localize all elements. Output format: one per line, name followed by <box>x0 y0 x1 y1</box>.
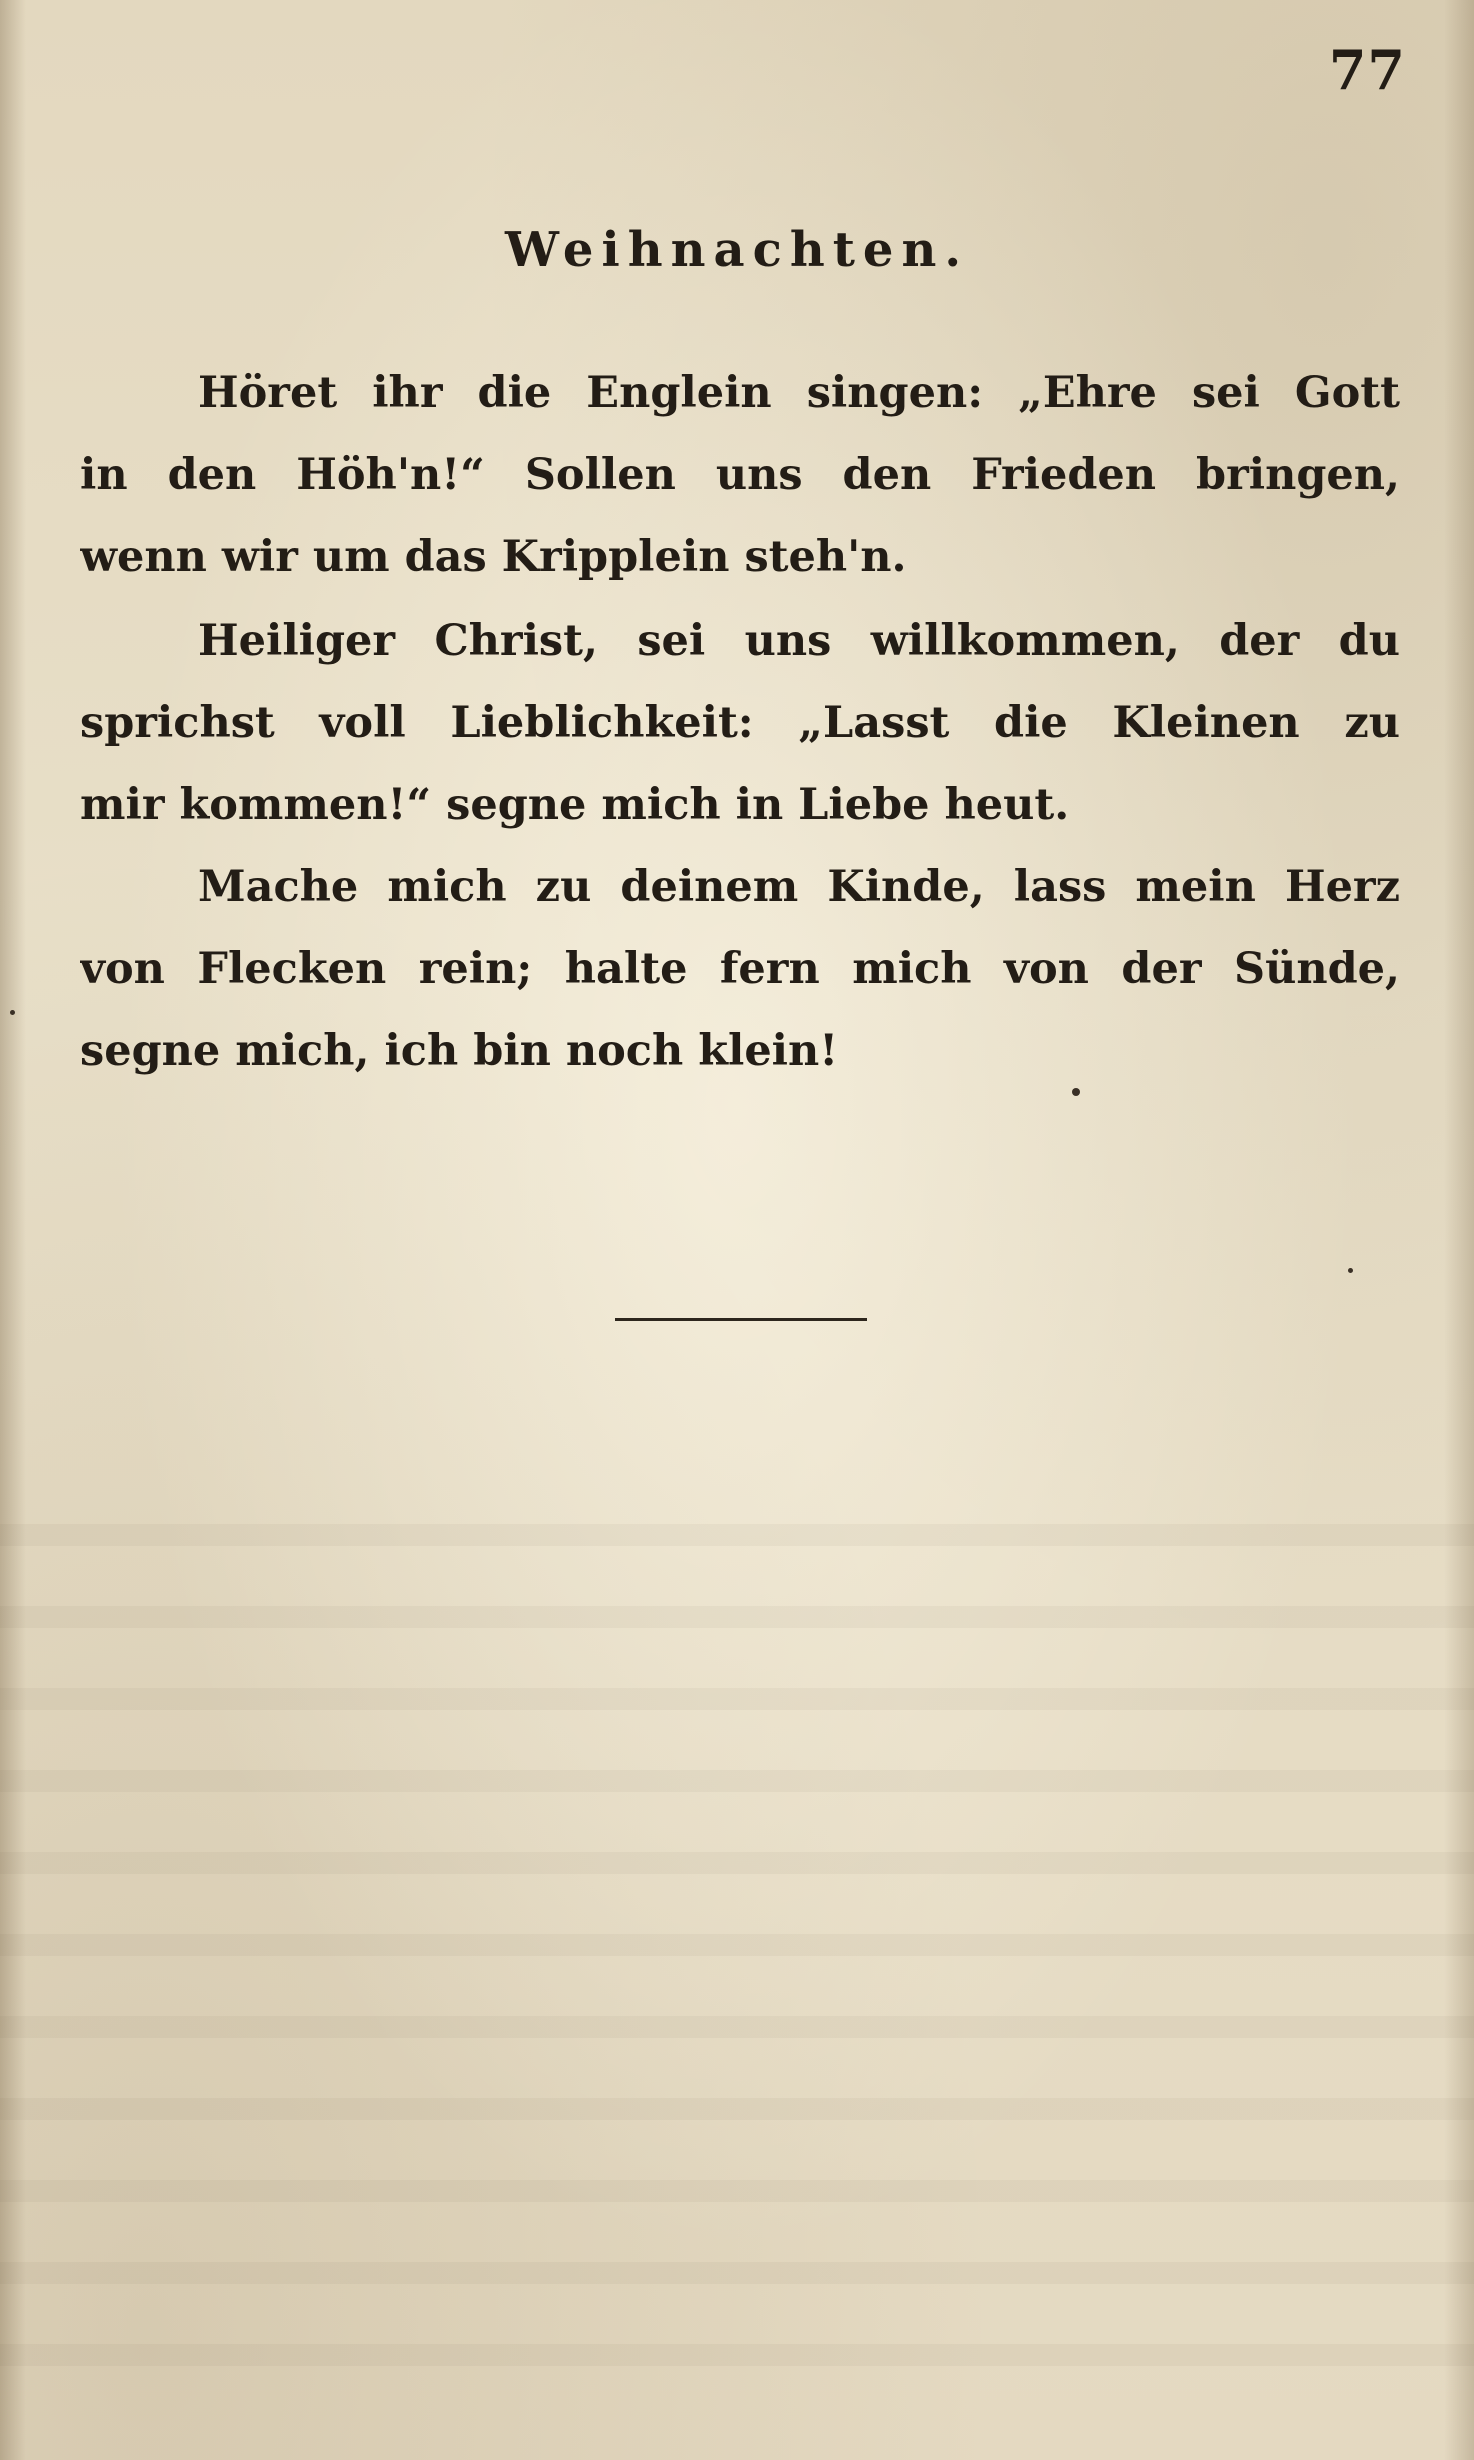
poem-title: Weihnachten. <box>504 222 970 278</box>
ink-speck <box>1348 1268 1353 1273</box>
ink-speck <box>10 1010 15 1015</box>
stanza-3 <box>80 846 1400 1092</box>
stanza-2 <box>80 600 1400 846</box>
stanza-line: sprichst voll Lieblichkeit: „Lasst die Kleinen zu <box>80 698 1400 748</box>
reverse-side-bleed-through <box>0 1480 1474 2380</box>
stanza-line: Heiliger Christ, sei uns willkommen, der du <box>198 616 1400 666</box>
stanza-1 <box>80 352 1400 598</box>
stanza-line: von Flecken rein; halte fern mich von der Sünde, <box>80 944 1400 994</box>
stanza-line: Mache mich zu deinem Kinde, lass mein Herz <box>198 862 1400 912</box>
page-number: 77 <box>1328 38 1406 102</box>
section-divider-rule <box>615 1318 867 1321</box>
ink-speck <box>1072 1088 1080 1096</box>
stanza-line: mir kommen!“ segne mich in Liebe heut. <box>80 780 1070 830</box>
stanza-line: segne mich, ich bin noch klein! <box>80 1026 839 1076</box>
stanza-line: Höret ihr die Englein singen: „Ehre sei Gott <box>198 368 1400 418</box>
stanza-line: in den Höh'n!“ Sollen uns den Frieden bringen, <box>80 450 1400 500</box>
stanza-line: wenn wir um das Kripplein steh'n. <box>80 532 907 582</box>
